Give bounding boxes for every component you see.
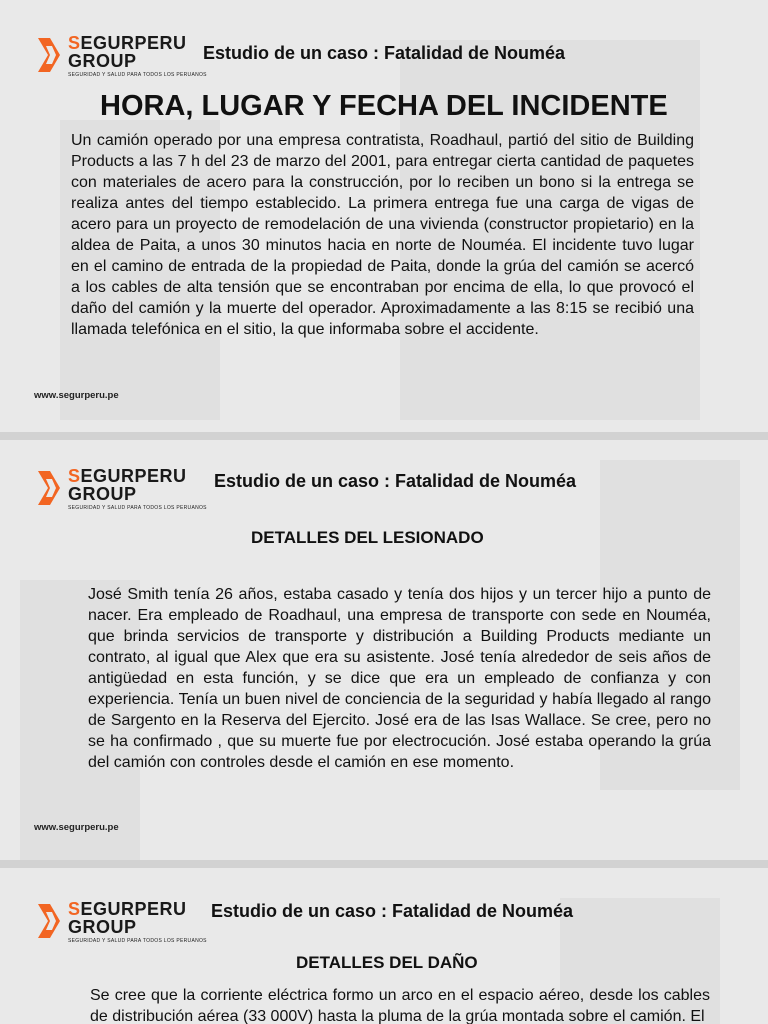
logo-name-line2: GROUP xyxy=(68,917,137,937)
section-title: HORA, LUGAR Y FECHA DEL INCIDENTE xyxy=(100,90,668,122)
brand-logo xyxy=(36,466,207,515)
logo-name-line1: SEGURPERU xyxy=(68,899,187,919)
logo-name-line2: GROUP xyxy=(68,484,137,504)
section-title: DETALLES DEL LESIONADO xyxy=(251,528,484,547)
slide-heading: Estudio de un caso : Fatalidad de Nouméa xyxy=(211,901,574,921)
logo-name-line2: GROUP xyxy=(68,51,137,71)
logo-name-line1: SEGURPERU xyxy=(68,466,187,486)
brand-logo xyxy=(36,33,207,82)
slide-1 xyxy=(0,0,768,432)
slide-separator xyxy=(0,860,768,868)
chevron-arrow-icon xyxy=(36,36,64,74)
slide-2 xyxy=(0,440,768,860)
chevron-arrow-icon xyxy=(36,469,64,507)
section-body: José Smith tenía 26 años, estaba casado y tenía dos hijos y un tercer hijo a punto de nacer. Era empleado de Roadhaul, una empresa de transporte con sede en Nouméa, que brinda servicios de transporte y distribución a Building Products mediante un contrato, al igual que Alex que era su asistente. José tenía alrededor de seis años de antigüedad en esta función, y se dice que era un empleado de confianza y con experiencia. Tenía un buen nivel de conciencia de la seguridad y había llegado al rango de Sargento en la Reserva del Ejercito. José era de las Isas Wallace. Se cree, pero no se ha confirmado , que su muerte fue por electrocución. José estaba operando la grúa del camión con controles desde el camión en ese momento. xyxy=(88,586,711,771)
slide-heading: Estudio de un caso : Fatalidad de Nouméa xyxy=(214,471,577,491)
slide-separator xyxy=(0,432,768,440)
logo-name-line1: SEGURPERU xyxy=(68,33,187,53)
chevron-arrow-icon xyxy=(36,902,64,940)
brand-logo xyxy=(36,899,207,948)
logo-tagline: SEGURIDAD Y SALUD PARA TODOS LOS PERUANOS xyxy=(68,938,207,944)
logo-tagline: SEGURIDAD Y SALUD PARA TODOS LOS PERUANOS xyxy=(68,72,207,78)
section-title: DETALLES DEL DAÑO xyxy=(296,953,478,972)
website-link[interactable]: www.segurperu.pe xyxy=(34,390,119,401)
section-body: Un camión operado por una empresa contratista, Roadhaul, partió del sitio de Building Products a las 7 h del 23 de marzo del 2001, para entregar cierta cantidad de paquetes con materiales de acero para la construcción, por lo reciben un bono si la entrega se realiza antes del tiempo establecido. La primera entrega fue una carga de vigas de acero para un proyecto de remodelación de una vivienda (constructor propietario) en la aldea de Paita, a unos 30 minutos hacia en norte de Nouméa. El incidente tuvo lugar en el camino de entrada de la propiedad de Paita, donde la grúa del camión se acercó a los cables de alta tensión que se encontraban por encima de ella, lo que provocó el daño del camión y la muerte del operador. Aproximadamente a las 8:15 se recibió una llamada telefónica en el sitio, la que informaba sobre el accidente. xyxy=(71,132,694,338)
logo-tagline: SEGURIDAD Y SALUD PARA TODOS LOS PERUANOS xyxy=(68,505,207,511)
slide-heading: Estudio de un caso : Fatalidad de Nouméa xyxy=(203,43,566,63)
section-body: Se cree que la corriente eléctrica formo un arco en el espacio aéreo, desde los cables de distribución aérea (33 000V) hasta la pluma de la grúa montada sobre el camión. El xyxy=(90,987,710,1024)
website-link[interactable]: www.segurperu.pe xyxy=(34,822,119,833)
slide-3 xyxy=(0,868,768,1024)
